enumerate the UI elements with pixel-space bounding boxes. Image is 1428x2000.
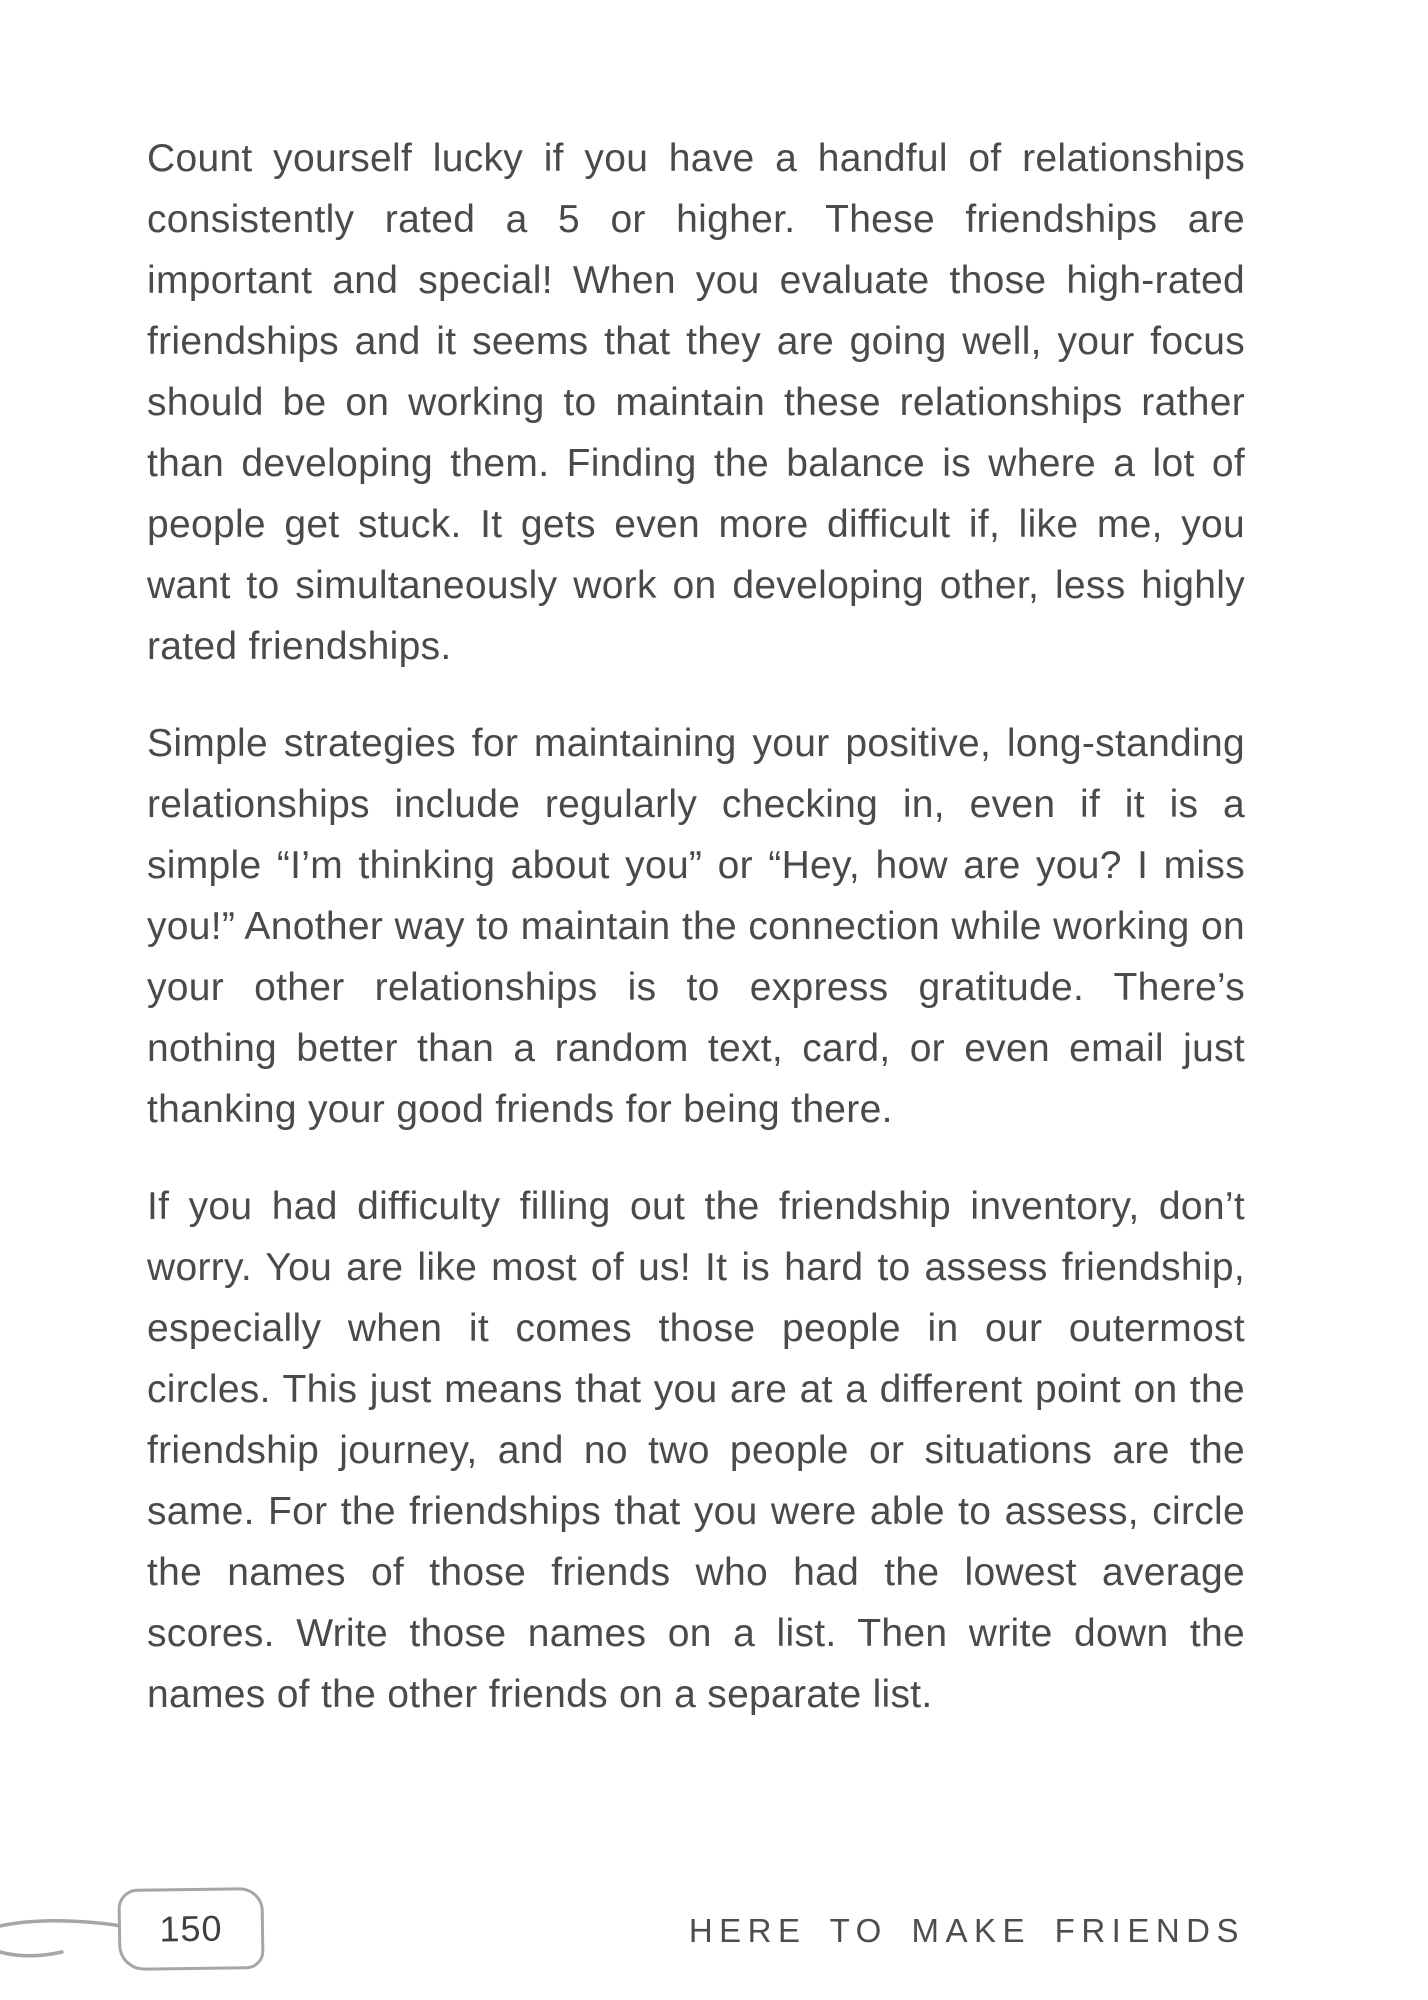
page-footer: [0, 1880, 1428, 2000]
hand-drawn-tab-lines: [0, 1908, 130, 1978]
paragraph-3: If you had difficulty filling out the friendship inventory, don’t worry. You are like most of us! It is hard to assess friendship, especially when it comes those people in our outermost circles. This just means that you are at a different point on the friendship journey, and no two people or situations are the same. For the friendships that you were able to assess, circle the names of those friends who had the lowest average scores. Write those names on a list. Then write down the names of the other friends on a separate list.: [147, 1185, 1245, 1716]
paragraph-2: Simple strategies for maintaining your positive, long-standing relationships include regularly checking in, even if it is a simple “I’m thinking about you” or “Hey, how are you? I miss you!” Another way to maintain the connection while working on your other relationships is to express gratitude. There’s nothing better than a random text, card, or even email just thanking your good friends for being there.: [147, 722, 1245, 1131]
paragraph-1: Count yourself lucky if you have a handful of relationships consistently rated a 5 or higher. These friendships are important and special! When you evaluate those high-rated friendships and it seems that they are going well, your focus should be on working to maintain these relationships rather than developing them. Finding the balance is where a lot of people get stuck. It gets even more difficult if, like me, you want to simultaneously work on developing other, less highly rated friendships.: [147, 137, 1245, 668]
page-number: 150: [159, 1907, 223, 1950]
body-text: [147, 128, 1245, 1725]
running-title: HERE TO MAKE FRIENDS: [688, 1912, 1245, 1949]
page-number-badge: [117, 1887, 264, 1971]
